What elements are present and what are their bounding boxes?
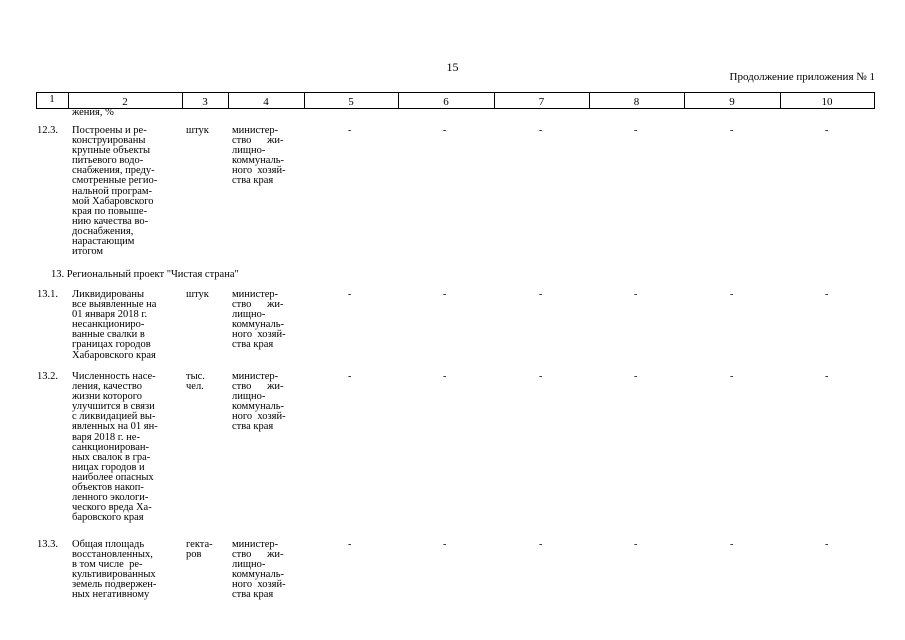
unit: гекта- ров	[186, 539, 213, 561]
header-col-8: 8	[633, 96, 640, 108]
col-divider	[874, 92, 875, 109]
executor: министер- ство жи- лищно- коммуналь- ного хозяй- ства края	[232, 125, 286, 187]
value-cell: -	[443, 371, 447, 382]
value-cell: -	[539, 125, 543, 136]
value-cell: -	[730, 539, 734, 550]
indicator-name: Общая площадь восстановленных, в том числе ре- культивированных земель подвержен- ных негативному	[72, 539, 157, 601]
row-number: 13.2.	[37, 371, 58, 382]
header-top-border	[36, 92, 875, 93]
row-number: 12.3.	[37, 125, 58, 136]
header-bottom-border	[36, 108, 875, 109]
unit: тыс. чел.	[186, 371, 205, 393]
value-cell: -	[825, 539, 829, 550]
section-title: 13. Региональный проект "Чистая страна"	[51, 269, 239, 280]
value-cell: -	[539, 289, 543, 300]
unit: штук	[186, 289, 209, 300]
value-cell: -	[634, 371, 638, 382]
page-number: 15	[446, 60, 459, 74]
carryover-text: жения, %	[72, 107, 114, 118]
value-cell: -	[348, 539, 352, 550]
header-col-10: 10	[821, 96, 833, 108]
indicator-name: Численность насе- ления, качество жизни которого улучшится в связи с ликвидацией вы- явленных на 01 ян- варя 2018 г. не- санкционирован- ных свалок в гра- ницах городов и наиболее опасных объектов накоп- ленного экологи- ческого вреда Ха- баровского края	[72, 371, 158, 524]
appendix-continuation-note: Продолжение приложения № 1	[729, 71, 875, 83]
header-col-5: 5	[348, 96, 354, 108]
value-cell: -	[348, 371, 352, 382]
executor: министер- ство жи- лищно- коммуналь- ного хозяй- ства края	[232, 289, 286, 351]
executor: министер- ство жи- лищно- коммуналь- ного хозяй- ства края	[232, 539, 286, 601]
value-cell: -	[443, 539, 447, 550]
header-col-9: 9	[729, 96, 735, 108]
value-cell: -	[825, 289, 829, 300]
value-cell: -	[539, 539, 543, 550]
header-col-2: 2	[122, 96, 128, 108]
value-cell: -	[730, 289, 734, 300]
header-col-7: 7	[538, 96, 545, 108]
value-cell: -	[634, 539, 638, 550]
value-cell: -	[443, 289, 447, 300]
indicator-name: Построены и ре- конструированы крупные объекты питьевого водо- снабжения, преду- смотренные регио- нальной програм- мой Хабаровского края по повыше- нию качества во- доснабжения, нарастающим итогом	[72, 125, 158, 258]
row-number: 13.3.	[37, 539, 58, 550]
value-cell: -	[730, 125, 734, 136]
value-cell: -	[348, 125, 352, 136]
row-number: 13.1.	[37, 289, 58, 300]
value-cell: -	[539, 371, 543, 382]
indicator-name: Ликвидированы все выявленные на 01 января 2018 г. несанкциониро- ванные свалки в границах городов Хабаровского края	[72, 289, 157, 361]
unit: штук	[186, 125, 209, 136]
header-col-6: 6	[443, 96, 449, 108]
value-cell: -	[825, 125, 829, 136]
value-cell: -	[348, 289, 352, 300]
value-cell: -	[634, 289, 638, 300]
header-col-1: 1	[49, 93, 55, 105]
value-cell: -	[825, 371, 829, 382]
value-cell: -	[634, 125, 638, 136]
header-col-3: 3	[202, 96, 208, 108]
header-col-4: 4	[263, 96, 269, 108]
value-cell: -	[443, 125, 447, 136]
value-cell: -	[730, 371, 734, 382]
executor: министер- ство жи- лищно- коммуналь- ного хозяй- ства края	[232, 371, 286, 433]
